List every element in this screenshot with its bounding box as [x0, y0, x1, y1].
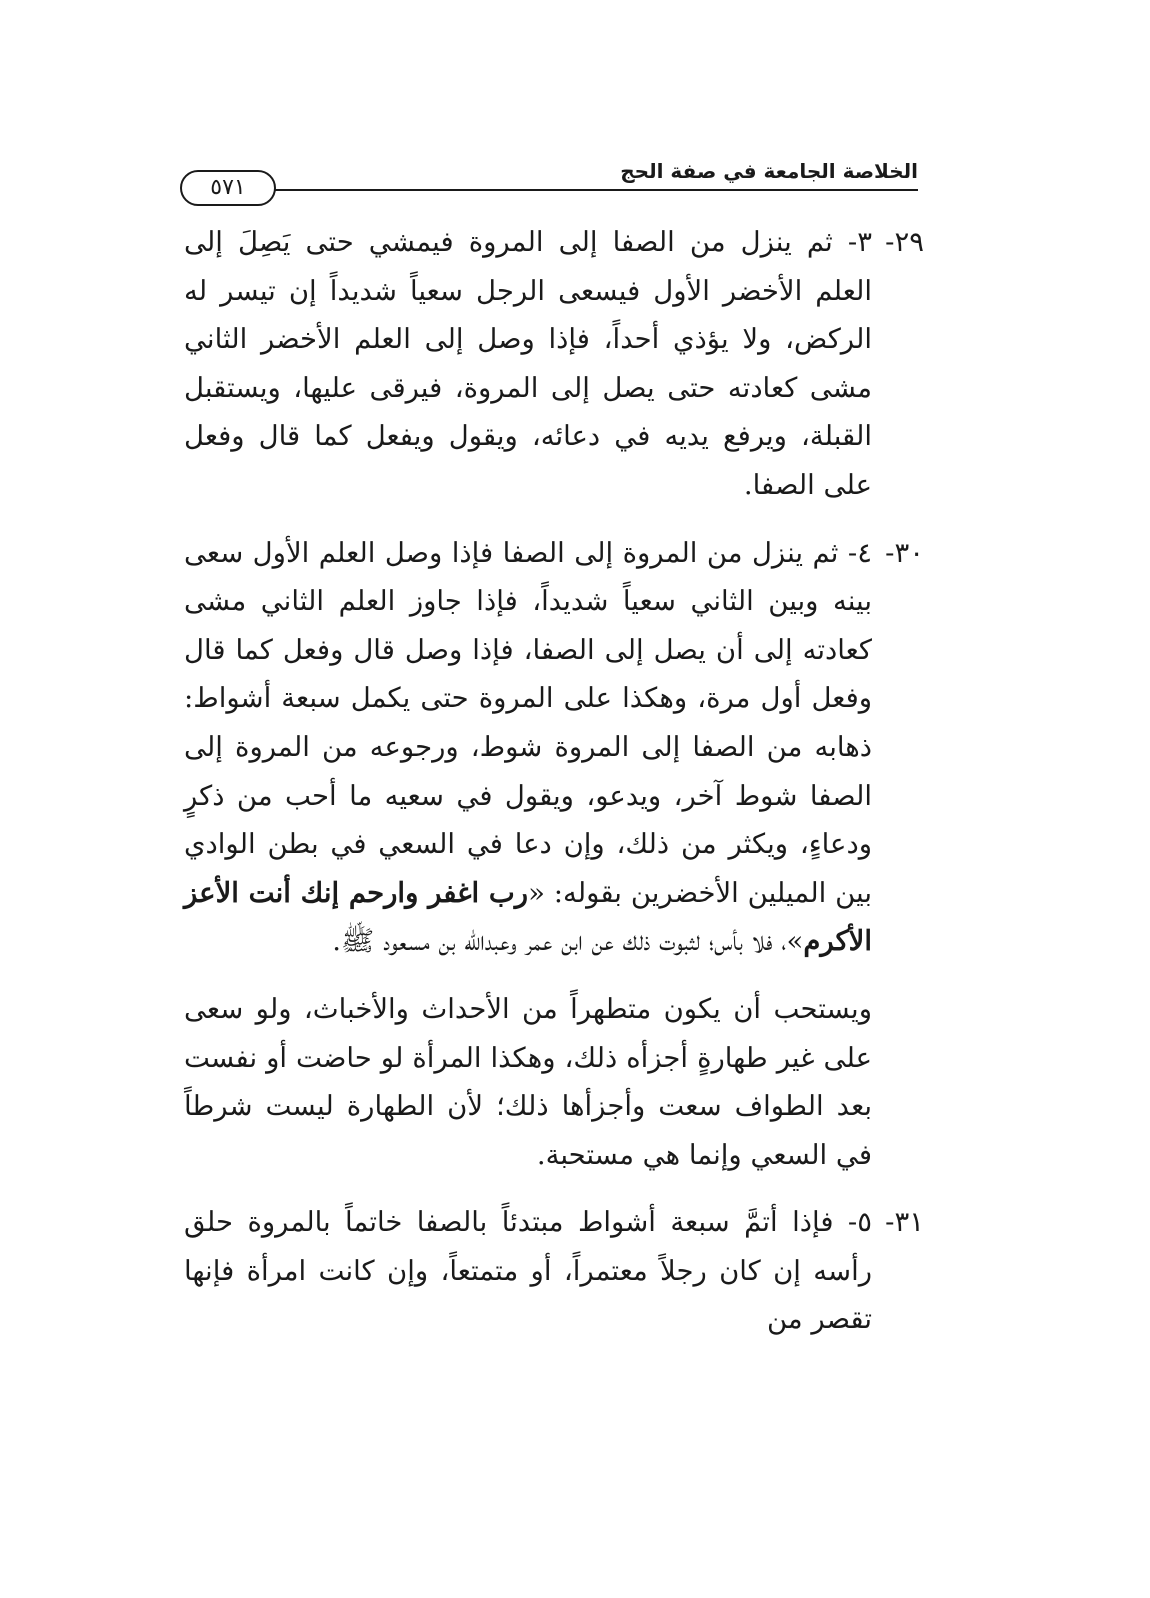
- item-text-after: »، فلا بأس؛ لثبوت ذلك عن ابن عمر وعبدالله بن مسعود ﷺ.: [332, 925, 804, 958]
- list-item-30: [184, 529, 924, 966]
- item-text: ٣- ثم ينزل من الصفا إلى المروة فيمشي حتى يَصِلَ إلى العلم الأخضر الأول فيسعى الرجل سعياً شديداً إن تيسر له الركض، ولا يؤذي أحداً، فإذا وصل إلى العلم الأخضر الثاني مشى كعادته حتى يصل إلى المروة، فيرقى عليها، ويستقبل القبلة، ويرفع يديه في دعائه، ويقول ويفعل كما قال وفعل على الصفا.: [184, 226, 872, 501]
- running-header: [180, 158, 918, 208]
- item-text: [184, 529, 918, 966]
- paragraph: ويستحب أن يكون متطهراً من الأحداث والأخباث، ولو سعى على غير طهارةٍ أجزأه ذلك، وهكذا المرأة لو حاضت أو نفست بعد الطواف سعت وأجزأها ذلك؛ لأن الطهارة ليست شرطاً في السعي وإنما هي مستحبة.: [184, 992, 872, 1171]
- item-number: ٢٩-: [885, 226, 924, 258]
- list-item-29: [184, 218, 924, 510]
- item-text-before: ٤- ثم ينزل من المروة إلى الصفا فإذا وصل العلم الأول سعى بينه وبين الثاني سعياً شديداً، فإذا جاوز العلم الثاني مشى كعادته إلى أن يصل إلى الصفا، فإذا وصل قال وفعل كما قال وفعل أول مرة، وهكذا على المروة حتى يكمل سبعة أشواط: ذهابه من الصفا إلى المروة شوط، ورجوعه من المروة إلى الصفا شوط آخر، ويدعو، ويقول في سعيه ما أحب من ذكرٍ ودعاءٍ، ويكثر من ذلك، وإن دعا في السعي في بطن الوادي بين الميلين الأخضرين بقوله: «: [184, 536, 872, 909]
- list-item-31: [184, 1198, 924, 1344]
- item-number: ٣٠-: [885, 536, 924, 569]
- dua-text: رب اغفر وارحم إنك أنت الأعز الأكرم: [184, 876, 872, 958]
- header-rule: [262, 189, 918, 191]
- book-title: الخلاصة الجامعة في صفة الحج: [620, 159, 918, 183]
- item-text: ٥- فإذا أتمَّ سبعة أشواط مبتدئاً بالصفا خاتماً بالمروة حلق رأسه إن كان رجلاً معتمراً، أو متمتعاً، وإن كانت امرأة فإنها تقصر من: [184, 1206, 872, 1336]
- item-number: ٣١-: [885, 1206, 924, 1239]
- page-body: [184, 218, 924, 1363]
- page-number: ٥٧١: [180, 170, 276, 206]
